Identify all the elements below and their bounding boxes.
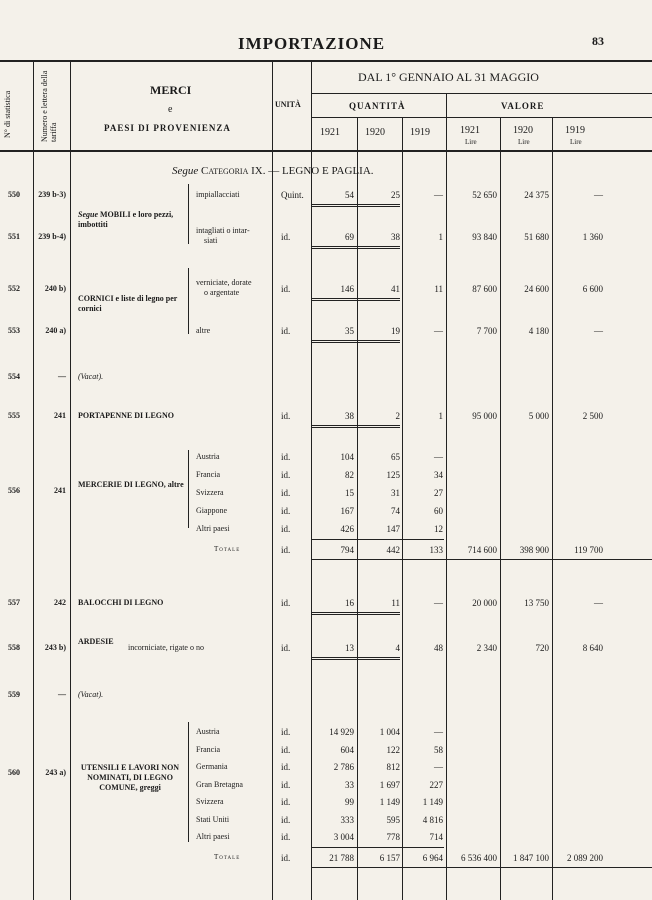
tariff-number: 239 b-3) [38, 190, 66, 199]
cell-q20: 6 157 [379, 853, 400, 863]
col-divider [70, 62, 71, 900]
group-mobili-label: MOBILI e loro pezzi, imbottiti [78, 210, 174, 229]
period-header: DAL 1° GENNAIO AL 31 MAGGIO [358, 70, 539, 84]
cell-q19: — [434, 727, 443, 737]
cell-q19: 6 964 [422, 853, 443, 863]
quantita-header: QUANTITÀ [349, 101, 406, 111]
cell-v21: 7 700 [476, 326, 497, 336]
stat-number: 560 [8, 768, 20, 777]
tariff-number: — [58, 690, 66, 699]
country-label: Gran Bretagna [196, 779, 243, 789]
cell-u: id. [281, 488, 291, 498]
tariff-number: 240 b) [44, 284, 66, 293]
cell-v21: 95 000 [472, 411, 497, 421]
cell-q21: 104 [340, 452, 354, 462]
cell-v21: 6 536 400 [461, 853, 497, 863]
year-header: 1920 [513, 125, 533, 136]
stat-number: 554 [8, 372, 20, 381]
category-heading [172, 165, 374, 177]
cell-q20: 11 [391, 598, 400, 608]
col-header-e: e [168, 104, 173, 115]
cell-v21: 93 840 [472, 232, 497, 242]
header-rule [312, 117, 652, 118]
total-rule [312, 539, 444, 540]
total-rule [312, 612, 400, 613]
cell-q21: 14 929 [329, 727, 354, 737]
cell-q19: — [434, 452, 443, 462]
col-divider [311, 62, 312, 900]
cell-u: id. [281, 326, 291, 336]
stat-number: 557 [8, 598, 20, 607]
cell-v21: 2 340 [476, 643, 497, 653]
page-title: IMPORTAZIONE [238, 34, 386, 53]
cell-v19: — [594, 190, 603, 200]
cell-v21: 87 600 [472, 284, 497, 294]
cell-q21: 38 [345, 411, 354, 421]
total-rule [312, 425, 400, 426]
valore-header: VALORE [501, 101, 545, 111]
stat-number: 559 [8, 690, 20, 699]
col-header-paesi: PAESI DI PROVENIENZA [104, 123, 231, 133]
cell-q21: 16 [345, 598, 354, 608]
cell-v19: 2 500 [582, 411, 603, 421]
tariff-number: 242 [54, 598, 66, 607]
cell-q20: 442 [386, 545, 400, 555]
row-label: BALOCCHI DI LEGNO [78, 598, 164, 607]
lire-label: Lire [518, 138, 530, 146]
stat-number: 552 [8, 284, 20, 293]
country-label: Austria [196, 452, 220, 461]
header-top-rule [0, 60, 652, 62]
total-rule [312, 342, 400, 343]
total-rule [312, 559, 652, 560]
cell-v20: 5 000 [528, 411, 549, 421]
cell-u: id. [281, 411, 291, 421]
cell-u: Quint. [281, 190, 304, 200]
country-label: Altri paesi [196, 524, 230, 533]
cell-q19: — [434, 326, 443, 336]
group-utensili: UTENSILI E LAVORI NON NOMINATI, DI LEGNO COMUNE, greggi [80, 763, 180, 792]
cell-u: id. [281, 853, 291, 863]
cell-q20: 778 [386, 832, 400, 842]
total-rule [312, 298, 400, 299]
cell-q19: — [434, 598, 443, 608]
lire-label: Lire [465, 138, 477, 146]
cell-v19: — [594, 326, 603, 336]
cell-v20: 720 [535, 643, 549, 653]
total-label: Totale [214, 853, 241, 861]
cell-u: id. [281, 779, 291, 790]
cell-v20: 1 847 100 [513, 853, 549, 863]
cell-q19: 133 [429, 545, 443, 555]
cell-q21: 2 786 [333, 762, 354, 772]
cell-q21: 21 788 [329, 853, 354, 863]
category-prefix: Segue [172, 165, 199, 177]
col-header-tariffa: Numero e lettera della tariffa [40, 70, 58, 142]
col-divider [446, 93, 447, 900]
cell-q20: 25 [391, 190, 400, 200]
cell-q21: 167 [340, 506, 354, 516]
group-brace [188, 268, 192, 334]
cell-u: id. [281, 232, 291, 242]
cell-q20: 147 [386, 524, 400, 534]
header-bottom-rule [0, 150, 652, 152]
stat-number: 551 [8, 232, 20, 241]
total-rule [312, 867, 652, 868]
col-header-unita: UNITÀ [275, 100, 301, 109]
cell-u: id. [281, 598, 291, 608]
cell-q20: 125 [386, 470, 400, 480]
row-label: intagliati o intar- [196, 226, 250, 235]
cell-v19: 2 089 200 [567, 853, 603, 863]
cell-v19: 6 600 [582, 284, 603, 294]
total-rule [312, 427, 400, 428]
total-rule [312, 248, 400, 249]
cell-q21: 35 [345, 326, 354, 336]
group-mobili-segue: Segue [78, 210, 98, 219]
cell-v21: 714 600 [467, 545, 497, 555]
group-brace [188, 450, 192, 528]
row-label: PORTAPENNE DI LEGNO [78, 411, 175, 420]
cell-q21: 13 [345, 643, 354, 653]
cell-q20: 122 [386, 744, 400, 755]
tariff-number: 239 b-4) [38, 232, 66, 241]
group-mercerie: MERCERIE DI LEGNO, altre [78, 480, 184, 489]
cell-q20: 41 [391, 284, 400, 294]
country-label: Giappone [196, 506, 228, 515]
cell-u: id. [281, 284, 291, 294]
cell-u: id. [281, 797, 291, 807]
tariff-number: — [58, 372, 66, 381]
cell-q20: 74 [391, 506, 400, 516]
cell-v20: 4 180 [528, 326, 549, 336]
cell-q19: — [434, 190, 443, 200]
total-label: Totale [214, 545, 241, 553]
tariff-number: 243 b) [44, 643, 66, 652]
cell-q19: 58 [434, 744, 443, 755]
year-header: 1921 [460, 125, 480, 136]
country-label: Francia [196, 470, 220, 479]
stat-number: 558 [8, 643, 20, 652]
cell-q19: 227 [429, 779, 443, 790]
col-divider [33, 62, 34, 900]
cell-u: id. [281, 506, 291, 516]
cell-u: id. [281, 762, 291, 772]
total-rule [312, 657, 400, 658]
group-brace [188, 722, 192, 842]
row-label-cont: o argentate [204, 288, 240, 297]
cell-v19: 8 640 [582, 643, 603, 653]
cell-q19: 34 [434, 470, 443, 480]
cell-v19: 119 700 [574, 545, 603, 555]
total-rule [312, 246, 400, 247]
cell-q21: 54 [345, 190, 354, 200]
tariff-number: 243 a) [45, 768, 66, 777]
country-label: Germania [196, 762, 228, 771]
country-label: Svizzera [196, 488, 224, 497]
total-rule [312, 206, 400, 207]
row-label-cont: siati [204, 236, 218, 245]
country-label: Austria [196, 727, 220, 736]
country-label: Altri paesi [196, 832, 230, 841]
country-label: Stati Uniti [196, 814, 230, 824]
cell-u: id. [281, 643, 291, 653]
cell-q21: 146 [340, 284, 354, 294]
cell-q21: 69 [345, 232, 354, 242]
year-header: 1919 [565, 125, 585, 136]
cell-q20: 38 [391, 232, 400, 242]
cell-u: id. [281, 452, 291, 462]
cell-q19: 11 [434, 284, 443, 294]
row-label: ARDESIE [78, 637, 114, 646]
cell-q21: 604 [340, 744, 354, 755]
cell-q19: 1 149 [422, 797, 443, 807]
country-label: Francia [196, 744, 220, 754]
stat-number: 555 [8, 411, 20, 420]
cell-u: id. [281, 524, 291, 534]
total-rule [312, 204, 400, 205]
cell-q20: 1 697 [379, 779, 400, 790]
stat-number: 553 [8, 326, 20, 335]
group-brace [188, 184, 192, 244]
category-name: Categoria IX. — LEGNO E PAGLIA. [201, 165, 374, 177]
row-label: impiallacciati [196, 190, 240, 199]
row-label: altre [196, 326, 211, 335]
tariff-number: 240 a) [45, 326, 66, 335]
cell-q19: 60 [434, 506, 443, 516]
cell-v20: 24 375 [524, 190, 549, 200]
stat-number: 556 [8, 486, 20, 495]
cell-q20: 2 [395, 411, 400, 421]
cell-q20: 19 [391, 326, 400, 336]
cell-u: id. [281, 814, 291, 825]
row-label: verniciate, dorate [196, 278, 252, 287]
row-label: (Vacat). [78, 372, 104, 381]
year-header: 1919 [410, 127, 430, 138]
cell-q19: 4 816 [422, 814, 443, 825]
cell-q19: — [434, 762, 443, 772]
year-header: 1920 [365, 127, 385, 138]
cell-q20: 65 [391, 452, 400, 462]
cell-v21: 52 650 [472, 190, 497, 200]
cell-q19: 1 [438, 411, 443, 421]
cell-q21: 15 [345, 488, 354, 498]
cell-q21: 82 [345, 470, 354, 480]
cell-q20: 4 [395, 643, 400, 653]
page-number: 83 [592, 34, 604, 48]
cell-q21: 3 004 [333, 832, 354, 842]
cell-v20: 13 750 [524, 598, 549, 608]
cell-q21: 794 [340, 545, 354, 555]
stat-number: 550 [8, 190, 20, 199]
cell-q20: 595 [386, 814, 400, 825]
cell-q21: 33 [345, 779, 354, 790]
cell-v20: 398 900 [519, 545, 549, 555]
cell-u: id. [281, 545, 291, 555]
total-rule [312, 300, 400, 301]
row-label: (Vacat). [78, 690, 104, 699]
group-cornici: CORNICI e liste di legno per cornici [78, 294, 178, 313]
header-rule [312, 93, 652, 94]
total-rule [312, 340, 400, 341]
col-header-numero: N° di statistica [3, 90, 12, 138]
cell-v20: 24 600 [524, 284, 549, 294]
cell-u: id. [281, 832, 291, 842]
year-header: 1921 [320, 127, 340, 138]
cell-v21: 20 000 [472, 598, 497, 608]
col-header-merci: MERCI [150, 83, 192, 97]
cell-q19: 12 [434, 524, 443, 534]
tariff-number: 241 [54, 486, 66, 495]
cell-q19: 27 [434, 488, 443, 498]
cell-q21: 99 [345, 797, 354, 807]
group-mobili [78, 210, 188, 230]
cell-q20: 1 004 [379, 727, 400, 737]
cell-v19: — [594, 598, 603, 608]
lire-label: Lire [570, 138, 582, 146]
cell-u: id. [281, 727, 291, 737]
row-label-cont: incorniciate, rigate o no [128, 643, 204, 652]
cell-q20: 31 [391, 488, 400, 498]
total-rule [312, 659, 400, 660]
cell-q19: 48 [434, 643, 443, 653]
country-label: Svizzera [196, 797, 224, 806]
cell-u: id. [281, 470, 291, 480]
col-divider [272, 62, 273, 900]
cell-q21: 333 [340, 814, 354, 825]
total-rule [312, 847, 444, 848]
cell-q19: 1 [438, 232, 443, 242]
cell-v20: 51 680 [524, 232, 549, 242]
cell-q19: 714 [429, 832, 443, 842]
total-rule [312, 614, 400, 615]
cell-q20: 812 [386, 762, 400, 772]
cell-q20: 1 149 [379, 797, 400, 807]
tariff-number: 241 [54, 411, 66, 420]
cell-u: id. [281, 744, 291, 755]
cell-q21: 426 [340, 524, 354, 534]
cell-v19: 1 360 [582, 232, 603, 242]
